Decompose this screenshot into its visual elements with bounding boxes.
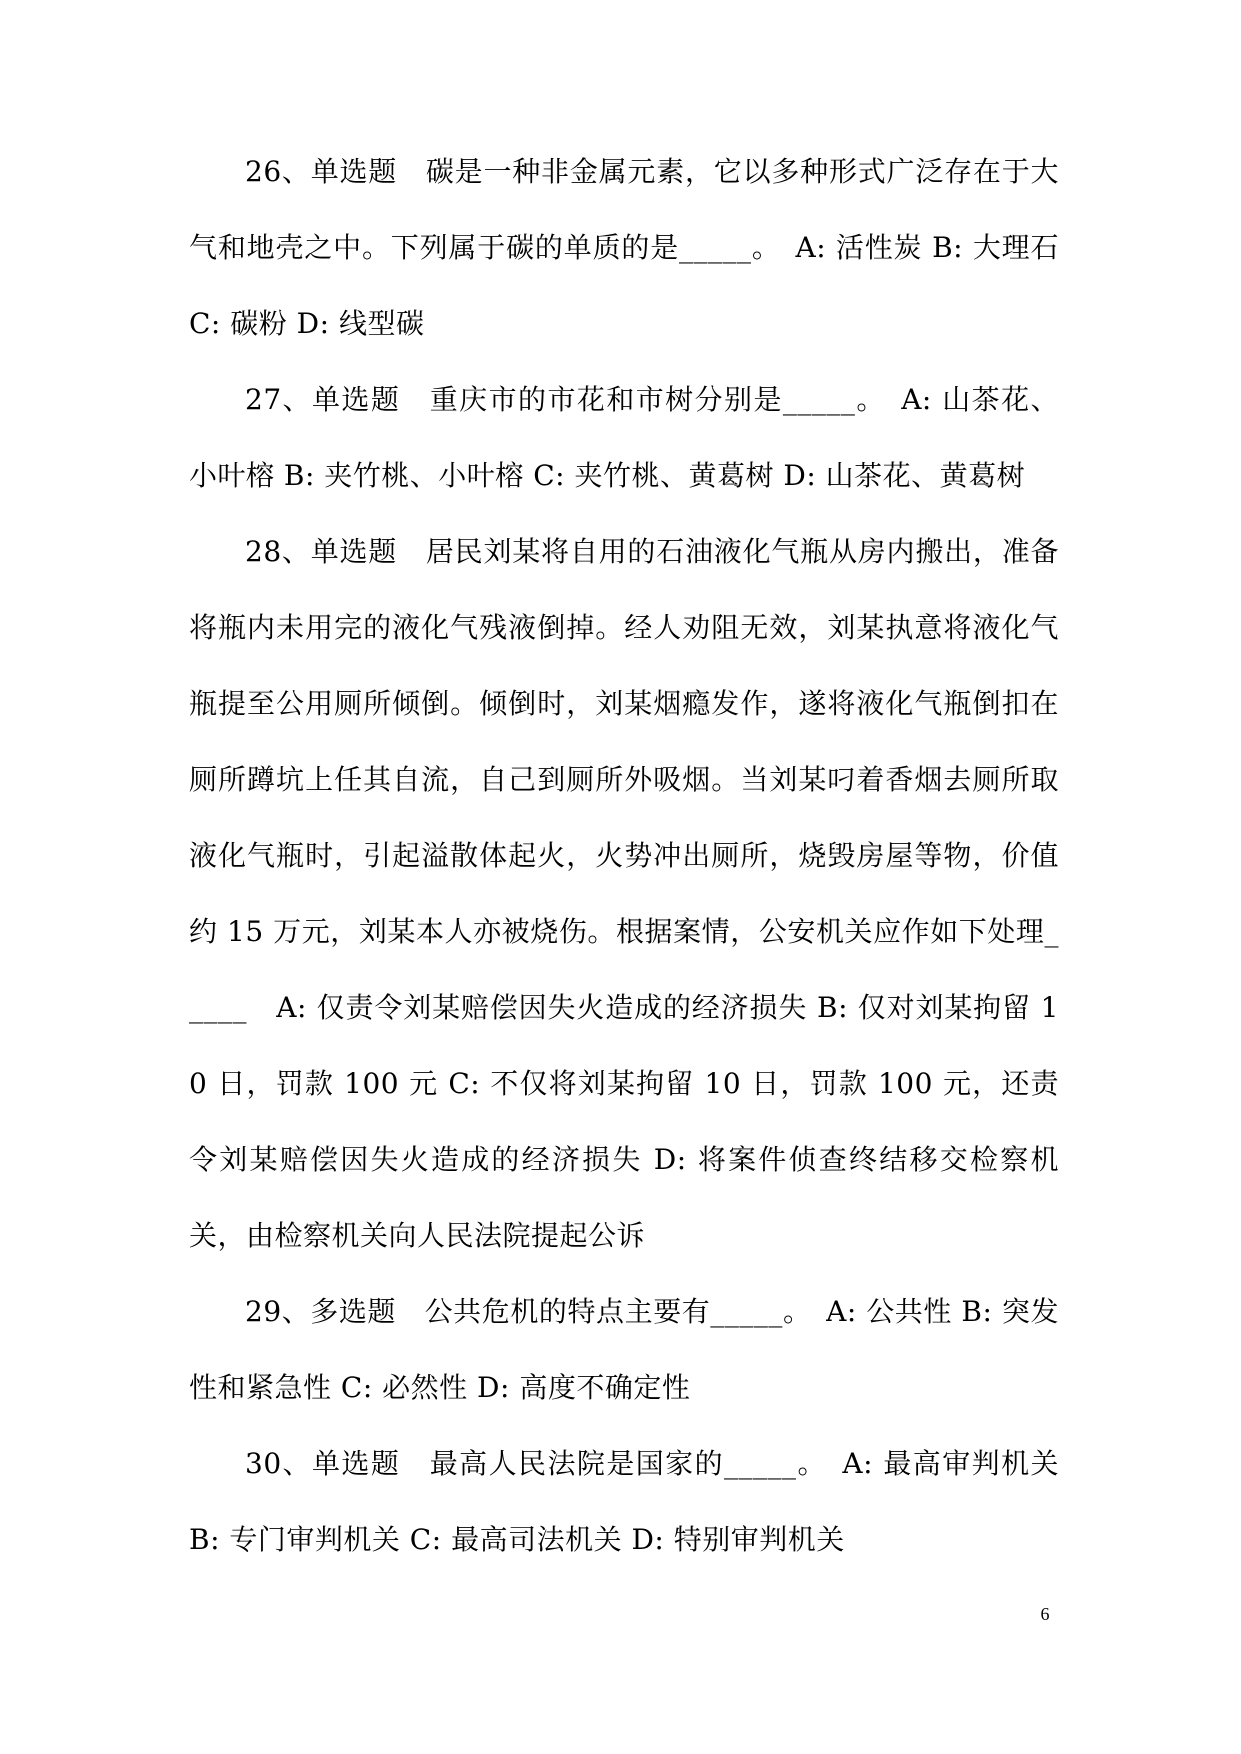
question-27: 27、单选题 重庆市的市花和市树分别是_____。 A: 山茶花、小叶榕 B: 夹竹桃、小叶榕 C: 夹竹桃、黄葛树 D: 山茶花、黄葛树: [189, 383, 1059, 492]
question-29: 29、多选题 公共危机的特点主要有_____。 A: 公共性 B: 突发性和紧急性 C: 必然性 D: 高度不确定性: [189, 1295, 1059, 1404]
page-number: 6: [1040, 1604, 1050, 1624]
question-28: 28、单选题 居民刘某将自用的石油液化气瓶从房内搬出，准备将瓶内未用完的液化气残液倒掉。经人劝阻无效，刘某执意将液化气瓶提至公用厕所倾倒。倾倒时，刘某烟瘾发作，遂将液化气瓶倒扣在厕所蹲坑上任其自流，自己到厕所外吸烟。当刘某叼着香烟去厕所取液化气瓶时，引起溢散体起火，火势冲出厕所，烧毁房屋等物，价值约 15 万元，刘某本人亦被烧伤。根据案情，公安机关应作如下处理_____ A: 仅责令刘某赔偿因失火造成的经济损失 B: 仅对刘某拘留 10 日，罚款 100 元 C: 不仅将刘某拘留 10 日，罚款 100 元，还责令刘某赔偿因失火造成的经济损失 D: 将案件侦查终结移交检察机关，由检察机关向人民法院提起公诉: [189, 535, 1059, 1252]
question-30: 30、单选题 最高人民法院是国家的_____。 A: 最高审判机关 B: 专门审判机关 C: 最高司法机关 D: 特别审判机关: [189, 1447, 1059, 1556]
question-26: 26、单选题 碳是一种非金属元素，它以多种形式广泛存在于大气和地壳之中。下列属于碳的单质的是_____。 A: 活性炭 B: 大理石 C: 碳粉 D: 线型碳: [189, 155, 1059, 340]
